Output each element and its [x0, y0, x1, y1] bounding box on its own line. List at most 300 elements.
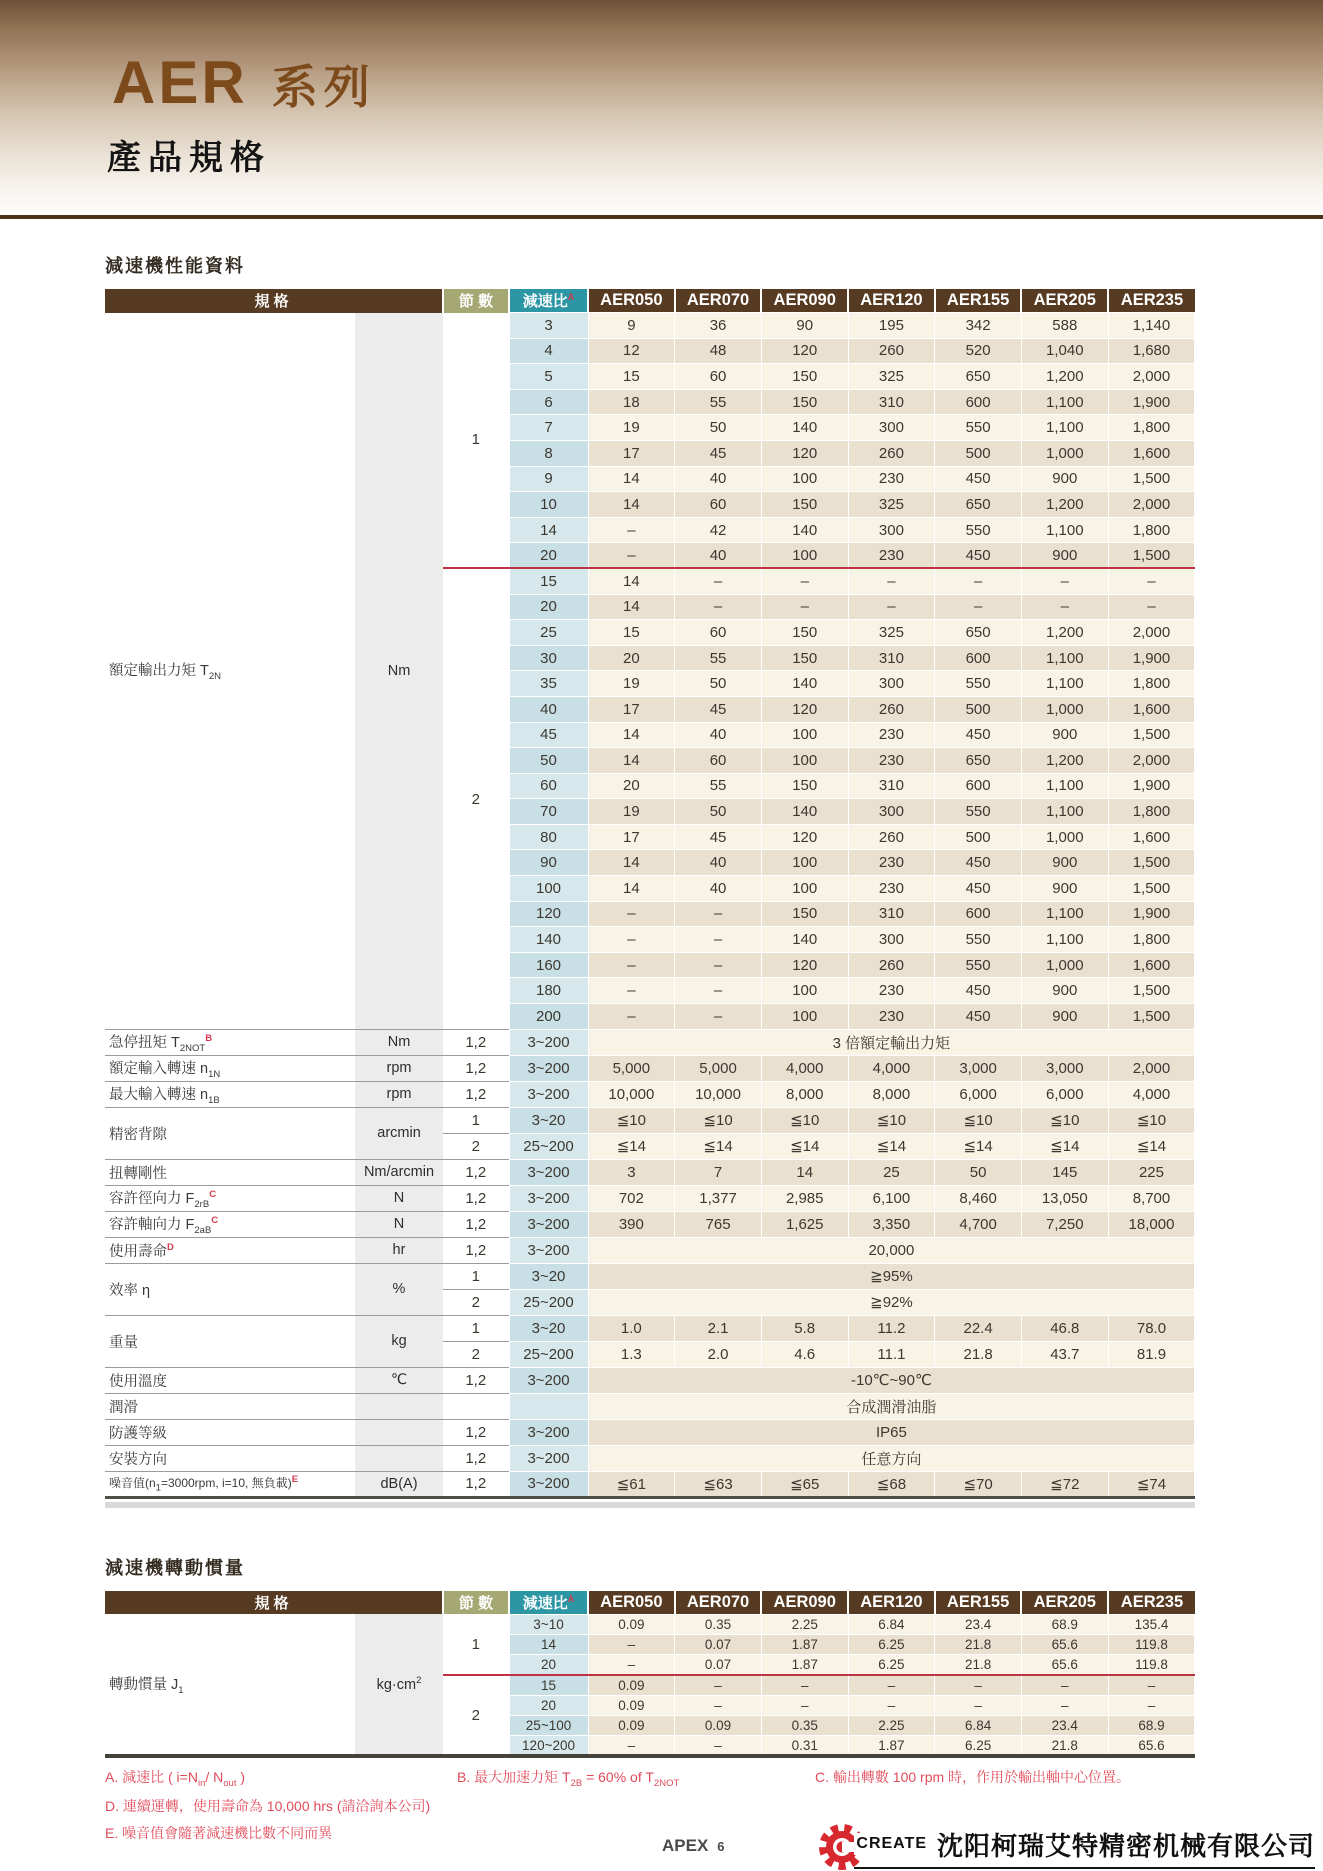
value-cell: 21.8: [1021, 1736, 1108, 1756]
stage-cell: 1: [443, 1614, 509, 1675]
value-cell: 550: [935, 927, 1022, 953]
value-cell: 15: [588, 364, 675, 390]
row-label-cell: 潤滑: [105, 1393, 355, 1419]
table-row: [105, 313, 1195, 339]
value-cell: 1,500: [1108, 1004, 1195, 1030]
value-cell: 310: [848, 901, 935, 927]
value-cell: 11.1: [848, 1341, 935, 1367]
value-cell: 68.9: [1021, 1614, 1108, 1634]
ratio-cell: 140: [509, 927, 588, 953]
header-banner: [0, 0, 1323, 219]
table-row: [105, 1471, 1195, 1497]
row-label-cell: 防護等級: [105, 1419, 355, 1445]
footnote-row: [105, 1767, 1195, 1789]
value-cell: ≦10: [1108, 1107, 1195, 1133]
value-cell: 100: [761, 748, 848, 774]
value-cell: 3,000: [935, 1055, 1022, 1081]
value-cell: –: [761, 594, 848, 620]
value-cell: 550: [935, 517, 1022, 543]
value-cell: –: [1108, 1695, 1195, 1715]
value-cell: 55: [675, 773, 762, 799]
ratio-cell: 3~200: [509, 1211, 588, 1237]
company-logo: [817, 1822, 1315, 1871]
value-cell: 2.25: [761, 1614, 848, 1634]
ratio-cell: 180: [509, 978, 588, 1004]
footnote-e: E. 噪音值會隨著減速機比數不同而異: [105, 1825, 333, 1841]
stage-cell: 1: [443, 1263, 509, 1289]
value-cell: 650: [935, 492, 1022, 518]
value-cell: 600: [935, 901, 1022, 927]
value-cell: 50: [675, 671, 762, 697]
value-cell: 900: [1021, 543, 1108, 569]
table-row: [105, 1445, 1195, 1471]
table-row: [105, 1029, 1195, 1055]
value-cell: 260: [848, 440, 935, 466]
value-cell: –: [1108, 1675, 1195, 1695]
model-header-cell: AER235: [1108, 289, 1195, 313]
company-name: 沈阳柯瑞艾特精密机械有限公司: [936, 1830, 1315, 1861]
performance-section-title: 減速機性能資料: [105, 256, 245, 276]
ratio-cell: 7: [509, 415, 588, 441]
value-cell: –: [761, 568, 848, 594]
spec-header-cell: 規格: [105, 1591, 443, 1615]
value-cell: 14: [588, 568, 675, 594]
value-cell: 45: [675, 696, 762, 722]
value-cell: 550: [935, 799, 1022, 825]
value-cell: 0.09: [588, 1695, 675, 1715]
value-cell: 450: [935, 876, 1022, 902]
value-cell: 1,600: [1108, 952, 1195, 978]
value-cell: 9: [588, 313, 675, 339]
unit-cell: $kg\cdot cm^2$: [355, 1614, 443, 1756]
ratio-cell: 3~10: [509, 1614, 588, 1634]
value-cell: 150: [761, 901, 848, 927]
unit-cell: N: [355, 1185, 443, 1211]
stage-cell: 1: [443, 313, 509, 569]
value-cell: 1,100: [1021, 645, 1108, 671]
row-label-cell: 噪音值($n_1=3000rpm$, i=10, 無負載)$^E$: [105, 1471, 355, 1497]
stage-cell: 1,2: [443, 1367, 509, 1393]
value-cell: 100: [761, 1004, 848, 1030]
value-cell: 1,900: [1108, 389, 1195, 415]
value-cell: 13,050: [1021, 1185, 1108, 1211]
ratio-cell: 20: [509, 543, 588, 569]
value-cell: –: [935, 568, 1022, 594]
value-cell: –: [848, 568, 935, 594]
value-cell: 55: [675, 645, 762, 671]
value-cell: 120: [761, 338, 848, 364]
page-footer: [105, 1822, 1315, 1868]
value-cell: 100: [761, 466, 848, 492]
model-header-cell: AER090: [761, 1591, 848, 1615]
value-cell: ≦14: [761, 1133, 848, 1159]
unit-cell: rpm: [355, 1055, 443, 1081]
model-header-cell: AER205: [1021, 289, 1108, 313]
value-cell: 14: [588, 466, 675, 492]
value-cell: 8,460: [935, 1185, 1022, 1211]
ratio-cell: 3~20: [509, 1263, 588, 1289]
span-cell: 3 倍額定輸出力矩: [588, 1029, 1195, 1055]
value-cell: 450: [935, 543, 1022, 569]
value-cell: 550: [935, 671, 1022, 697]
value-cell: 900: [1021, 1004, 1108, 1030]
value-cell: 1,900: [1108, 901, 1195, 927]
value-cell: 68.9: [1108, 1716, 1195, 1736]
value-cell: 135.4: [1108, 1614, 1195, 1634]
value-cell: 450: [935, 978, 1022, 1004]
stage-cell: 1,2: [443, 1471, 509, 1497]
model-header-cell: AER155: [935, 289, 1022, 313]
value-cell: 150: [761, 645, 848, 671]
ratio-cell: 25~200: [509, 1341, 588, 1367]
value-cell: 600: [935, 773, 1022, 799]
value-cell: –: [588, 978, 675, 1004]
value-cell: 43.7: [1021, 1341, 1108, 1367]
value-cell: –: [588, 1004, 675, 1030]
unit-cell: dB(A): [355, 1471, 443, 1497]
ratio-cell: [509, 1393, 588, 1419]
value-cell: 0.09: [675, 1716, 762, 1736]
value-cell: 7,250: [1021, 1211, 1108, 1237]
span-cell: IP65: [588, 1419, 1195, 1445]
ratio-cell: 8: [509, 440, 588, 466]
value-cell: 1,100: [1021, 773, 1108, 799]
value-cell: 21.8: [935, 1341, 1022, 1367]
value-cell: 550: [935, 415, 1022, 441]
value-cell: –: [675, 1736, 762, 1756]
value-cell: 6.84: [935, 1716, 1022, 1736]
stage-cell: 1,2: [443, 1445, 509, 1471]
value-cell: 1,800: [1108, 799, 1195, 825]
value-cell: 18,000: [1108, 1211, 1195, 1237]
value-cell: 1,100: [1021, 901, 1108, 927]
value-cell: 65.6: [1021, 1655, 1108, 1675]
stage-cell: 1,2: [443, 1237, 509, 1263]
value-cell: ≦10: [761, 1107, 848, 1133]
value-cell: –: [588, 1655, 675, 1675]
value-cell: 325: [848, 620, 935, 646]
value-cell: 14: [588, 492, 675, 518]
unit-cell: Nm/arcmin: [355, 1159, 443, 1185]
value-cell: 1,000: [1021, 952, 1108, 978]
value-cell: –: [675, 1675, 762, 1695]
value-cell: 1.0: [588, 1315, 675, 1341]
value-cell: 140: [761, 517, 848, 543]
ratio-cell: 25~100: [509, 1716, 588, 1736]
value-cell: –: [1021, 1695, 1108, 1715]
value-cell: –: [848, 594, 935, 620]
value-cell: 45: [675, 824, 762, 850]
ratio-header-cell: 減速比$^A$: [509, 1591, 588, 1615]
value-cell: 140: [761, 799, 848, 825]
value-cell: ≦14: [1108, 1133, 1195, 1159]
value-cell: 900: [1021, 978, 1108, 1004]
value-cell: 1,000: [1021, 696, 1108, 722]
value-cell: 260: [848, 696, 935, 722]
value-cell: 1,800: [1108, 671, 1195, 697]
model-header-cell: AER050: [588, 289, 675, 313]
value-cell: 1,800: [1108, 927, 1195, 953]
ratio-cell: 50: [509, 748, 588, 774]
value-cell: 230: [848, 1004, 935, 1030]
value-cell: 19: [588, 671, 675, 697]
footnote-d: D. 連續運轉，使用壽命為 10,000 hrs (請洽詢本公司): [105, 1798, 431, 1814]
row-label-cell: 精密背隙: [105, 1107, 355, 1159]
value-cell: 8,700: [1108, 1185, 1195, 1211]
value-cell: 6,000: [1021, 1081, 1108, 1107]
value-cell: 765: [675, 1211, 762, 1237]
unit-cell: N: [355, 1211, 443, 1237]
value-cell: 20: [588, 773, 675, 799]
ratio-cell: 30: [509, 645, 588, 671]
model-header-cell: AER205: [1021, 1591, 1108, 1615]
banner-divider: [0, 215, 1323, 219]
value-cell: 260: [848, 338, 935, 364]
value-cell: –: [675, 952, 762, 978]
stage-cell: 1,2: [443, 1081, 509, 1107]
value-cell: 14: [588, 876, 675, 902]
unit-cell: hr: [355, 1237, 443, 1263]
ratio-cell: 6: [509, 389, 588, 415]
ratio-cell: 10: [509, 492, 588, 518]
value-cell: –: [675, 594, 762, 620]
unit-cell: kg: [355, 1315, 443, 1367]
ratio-cell: 45: [509, 722, 588, 748]
table-row: [105, 1419, 1195, 1445]
row-label-cell: 使用壽命$^D$: [105, 1237, 355, 1263]
value-cell: –: [761, 1695, 848, 1715]
unit-cell: [355, 1393, 443, 1419]
value-cell: –: [588, 927, 675, 953]
ratio-cell: 3~200: [509, 1419, 588, 1445]
ratio-cell: 3~200: [509, 1081, 588, 1107]
value-cell: ≦14: [588, 1133, 675, 1159]
series-title: [112, 48, 376, 117]
value-cell: 1,100: [1021, 389, 1108, 415]
value-cell: –: [675, 901, 762, 927]
value-cell: 14: [588, 850, 675, 876]
value-cell: 230: [848, 978, 935, 1004]
unit-cell: rpm: [355, 1081, 443, 1107]
model-header-cell: AER070: [675, 1591, 762, 1615]
value-cell: 2.25: [848, 1716, 935, 1736]
ratio-cell: 120~200: [509, 1736, 588, 1756]
value-cell: ≦70: [935, 1471, 1022, 1497]
value-cell: 65.6: [1108, 1736, 1195, 1756]
table-row: [105, 1367, 1195, 1393]
value-cell: –: [588, 517, 675, 543]
stage-cell: 1,2: [443, 1055, 509, 1081]
value-cell: 550: [935, 952, 1022, 978]
value-cell: 1,200: [1021, 748, 1108, 774]
ratio-cell: 25: [509, 620, 588, 646]
span-cell: -10℃~90℃: [588, 1367, 1195, 1393]
ratio-cell: 3~20: [509, 1315, 588, 1341]
value-cell: 2,000: [1108, 492, 1195, 518]
value-cell: 60: [675, 364, 762, 390]
unit-cell: [355, 1445, 443, 1471]
row-label-cell: 額定輸出力矩 $T_{2N}$: [105, 313, 355, 1030]
value-cell: 90: [761, 313, 848, 339]
value-cell: 260: [848, 952, 935, 978]
value-cell: 65.6: [1021, 1634, 1108, 1654]
value-cell: 120: [761, 440, 848, 466]
value-cell: 60: [675, 492, 762, 518]
value-cell: 1,100: [1021, 927, 1108, 953]
value-cell: ≦10: [848, 1107, 935, 1133]
value-cell: 2,000: [1108, 748, 1195, 774]
value-cell: 650: [935, 620, 1022, 646]
value-cell: 60: [675, 748, 762, 774]
value-cell: 1,000: [1021, 824, 1108, 850]
value-cell: 6.84: [848, 1614, 935, 1634]
value-cell: 40: [675, 543, 762, 569]
stage-cell: 1,2: [443, 1159, 509, 1185]
value-cell: –: [935, 1675, 1022, 1695]
value-cell: ≦68: [848, 1471, 935, 1497]
value-cell: 2,985: [761, 1185, 848, 1211]
value-cell: 2,000: [1108, 620, 1195, 646]
value-cell: 119.8: [1108, 1634, 1195, 1654]
ratio-cell: 25~200: [509, 1289, 588, 1315]
value-cell: ≦10: [588, 1107, 675, 1133]
row-label-cell: 容許軸向力 $F_{2aB}^C$: [105, 1211, 355, 1237]
value-cell: 702: [588, 1185, 675, 1211]
value-cell: ≦65: [761, 1471, 848, 1497]
row-label-cell: 急停扭矩 $T_{2NOT}^B$: [105, 1029, 355, 1055]
value-cell: 23.4: [935, 1614, 1022, 1634]
stages-header-cell: 節 數: [443, 289, 509, 313]
value-cell: 5,000: [588, 1055, 675, 1081]
value-cell: 1,040: [1021, 338, 1108, 364]
stage-cell: 2: [443, 1675, 509, 1756]
ratio-cell: 3~200: [509, 1367, 588, 1393]
value-cell: ≦10: [935, 1107, 1022, 1133]
value-cell: 2.0: [675, 1341, 762, 1367]
span-cell: 20,000: [588, 1237, 1195, 1263]
value-cell: 17: [588, 440, 675, 466]
value-cell: 14: [761, 1159, 848, 1185]
value-cell: ≦63: [675, 1471, 762, 1497]
ratio-cell: 90: [509, 850, 588, 876]
value-cell: 2,000: [1108, 1055, 1195, 1081]
value-cell: 500: [935, 440, 1022, 466]
ratio-cell: 40: [509, 696, 588, 722]
value-cell: 22.4: [935, 1315, 1022, 1341]
value-cell: 450: [935, 722, 1022, 748]
value-cell: 300: [848, 671, 935, 697]
value-cell: –: [675, 1695, 762, 1715]
value-cell: 450: [935, 1004, 1022, 1030]
value-cell: 588: [1021, 313, 1108, 339]
value-cell: 300: [848, 799, 935, 825]
value-cell: –: [588, 543, 675, 569]
value-cell: –: [1021, 1675, 1108, 1695]
series-name: AER: [112, 49, 248, 116]
value-cell: 1,500: [1108, 978, 1195, 1004]
value-cell: 1,100: [1021, 517, 1108, 543]
stages-header-cell: 節 數: [443, 1591, 509, 1615]
value-cell: 48: [675, 338, 762, 364]
value-cell: 1,600: [1108, 824, 1195, 850]
value-cell: 2,000: [1108, 364, 1195, 390]
value-cell: –: [588, 1634, 675, 1654]
value-cell: 1,100: [1021, 799, 1108, 825]
table-row: [105, 1107, 1195, 1133]
value-cell: 4,000: [761, 1055, 848, 1081]
value-cell: 1,800: [1108, 517, 1195, 543]
value-cell: ≦14: [848, 1133, 935, 1159]
stage-cell: 1,2: [443, 1419, 509, 1445]
page-subtitle: 產品規格: [107, 139, 271, 177]
value-cell: 1,377: [675, 1185, 762, 1211]
value-cell: 310: [848, 645, 935, 671]
value-cell: 25: [848, 1159, 935, 1185]
ratio-cell: 3~200: [509, 1445, 588, 1471]
row-label-cell: 安裝方向: [105, 1445, 355, 1471]
ratio-cell: 25~200: [509, 1133, 588, 1159]
value-cell: 8,000: [761, 1081, 848, 1107]
value-cell: 650: [935, 748, 1022, 774]
value-cell: –: [675, 1004, 762, 1030]
value-cell: 1,100: [1021, 671, 1108, 697]
table-row: [105, 1237, 1195, 1263]
value-cell: 150: [761, 620, 848, 646]
value-cell: 5,000: [675, 1055, 762, 1081]
stage-cell: 1,2: [443, 1211, 509, 1237]
ratio-cell: 4: [509, 338, 588, 364]
value-cell: 50: [935, 1159, 1022, 1185]
value-cell: 40: [675, 466, 762, 492]
value-cell: 36: [675, 313, 762, 339]
header-row: [105, 1591, 1195, 1615]
spec-header-cell: 規格: [105, 289, 443, 313]
value-cell: 0.31: [761, 1736, 848, 1756]
table-row: [105, 1081, 1195, 1107]
value-cell: –: [1021, 594, 1108, 620]
row-label-cell: 使用溫度: [105, 1367, 355, 1393]
value-cell: 21.8: [935, 1655, 1022, 1675]
value-cell: 17: [588, 824, 675, 850]
row-label-cell: 扭轉剛性: [105, 1159, 355, 1185]
value-cell: 100: [761, 850, 848, 876]
span-cell: ≧92%: [588, 1289, 1195, 1315]
ratio-cell: 3~200: [509, 1237, 588, 1263]
value-cell: 50: [675, 415, 762, 441]
row-label-cell: 重量: [105, 1315, 355, 1367]
value-cell: 40: [675, 876, 762, 902]
value-cell: 1,500: [1108, 543, 1195, 569]
table-row: [105, 1159, 1195, 1185]
value-cell: 1,500: [1108, 466, 1195, 492]
logo-text-block: [854, 1826, 1315, 1869]
table-row: [105, 1211, 1195, 1237]
value-cell: 140: [761, 927, 848, 953]
value-cell: –: [675, 927, 762, 953]
value-cell: –: [848, 1675, 935, 1695]
value-cell: 6,000: [935, 1081, 1022, 1107]
value-cell: 10,000: [588, 1081, 675, 1107]
value-cell: 4.6: [761, 1341, 848, 1367]
value-cell: 230: [848, 466, 935, 492]
value-cell: 195: [848, 313, 935, 339]
model-header-cell: AER155: [935, 1591, 1022, 1615]
stage-cell: 2: [443, 1341, 509, 1367]
row-label-cell: 轉動慣量 $J_1$: [105, 1614, 355, 1756]
value-cell: 900: [1021, 876, 1108, 902]
ratio-cell: 200: [509, 1004, 588, 1030]
value-cell: –: [1108, 568, 1195, 594]
